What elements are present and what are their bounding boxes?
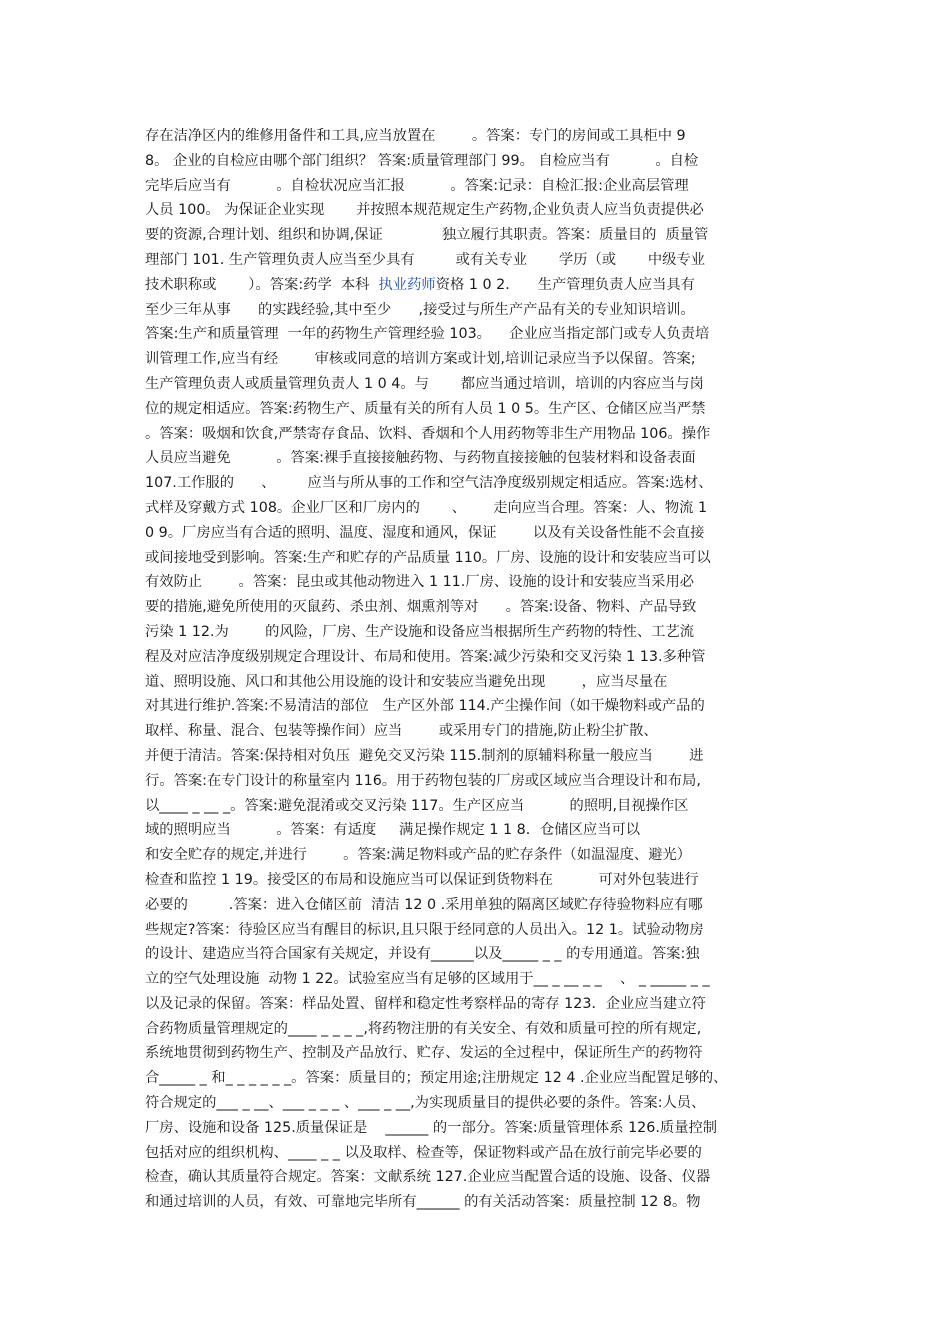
text-line-3: 完毕后应当有 。自检状况应当汇报 。答案:记录：自检汇报:企业高层管理 <box>145 177 689 194</box>
text-line-7-head: 技术职称或 ）。答案:药学 本科 <box>145 276 379 293</box>
text-line-36: 以及记录的保留。答案：样品处置、留样和稳定性考察样品的寄存 123．企业应当建立符 <box>145 995 706 1012</box>
text-line-11: 生产管理负责人或质量管理负责人 1 0 4。与 都应当通过培训，培训的内容应当与岗 <box>145 375 704 392</box>
text-line-28: 以____ _ __ _。答案:避免混淆或交叉污染 117。生产区应当 的照明,目视操作区 <box>145 797 689 814</box>
text-line-35: 立的空气处理设施 动物 1 22。试验室应当有足够的区域用于__ _ __ _ _ 、 _ _____ _ _ <box>145 971 710 988</box>
text-line-9: 答案:生产和质量管理 一年的药物生产管理经验 103。 企业应当指定部门或专人负责培 <box>145 326 710 343</box>
text-line-39: 合_____ _ 和_ _ _ _ _ _。答案：质量目的；预定用途;注册规定 12 4 .企业应当配置足够的、 <box>145 1070 728 1087</box>
text-line-16: 式样及穿戴方式 108。企业厂区和厂房内的 、 走向应当合理。答案：人、物流 1 <box>145 499 708 516</box>
text-line-31: 检查和监控 1 19。接受区的布局和设施应当可以保证到货物料在 可对外包装进行 <box>145 871 699 888</box>
text-line-4: 人员 100。 为保证企业实现 并按照本规范规定生产药物,企业负责人应当负责提供必 <box>145 202 704 219</box>
text-line-23: 道、照明设施、风口和其他公用设施的设计和安装应当避免出现 ，应当尽量在 <box>145 673 668 690</box>
text-line-2: 8。 企业的自检应由哪个部门组织？ 答案:质量管理部门 99。 自检应当有 。自检 <box>145 152 699 169</box>
text-line-13: 。答案：吸烟和饮食,严禁寄存食品、饮料、香烟和个人用药物等非生产用物品 106。操作 <box>145 425 711 442</box>
text-line-29: 域的照明应当 。答案：有适度 满足操作规定 1 1 8．仓储区应当可以 <box>145 822 641 839</box>
text-line-22: 程及对应洁净度级别规定合理设计、布局和使用。答案:减少污染和交叉污染 1 13.多种管 <box>145 648 706 665</box>
text-line-21: 污染 1 12.为 的风险，厂房、生产设施和设备应当根据所生产药物的特性、工艺流 <box>145 623 695 640</box>
text-line-14: 人员应当避免 。答案:裸手直接接触药物、与药物直接接触的包装材料和设备表面 <box>145 450 696 467</box>
text-line-12: 位的规定相适应。答案:药物生产、质量有关的所有人员 1 0 5。生产区、仓储区应当严禁 <box>145 400 706 417</box>
text-line-44: 和通过培训的人员，有效、可靠地完毕所有______ 的有关活动答案：质量控制 12 8。物 <box>145 1194 701 1211</box>
text-line-27: 行。答案:在专门设计的称量室内 116。用于药物包装的厂房或区域应当合理设计和布局, <box>145 772 701 789</box>
text-line-17: 0 9。厂房应当有合适的照明、温度、湿度和通风，保证 以及有关设备性能不会直接 <box>145 524 705 541</box>
text-line-24: 对其进行维护.答案:不易清洁的部位 生产区外部 114.产尘操作间（如干燥物料或产品的 <box>145 698 705 715</box>
text-line-6: 理部门 101. 生产管理负责人应当至少具有 或有关专业 学历（或 中级专业 <box>145 251 706 268</box>
text-line-1: 存在洁净区内的维修用备件和工具,应当放置在 。答案：专门的房间或工具柜中 9 <box>145 128 686 144</box>
text-line-7-tail: 资格 1 0 2． 生产管理负责人应当具有 <box>435 276 695 293</box>
text-line-43: 检查，确认其质量符合规定。答案：文献系统 127.企业应当配置合适的设施、设备、仪器 <box>145 1169 711 1186</box>
text-line-20: 要的措施,避免所使用的灭鼠药、杀虫剂、烟熏剂等对 。答案:设备、物料、产品导致 <box>145 599 697 616</box>
text-line-26: 并便于清洁。答案:保持相对负压 避免交叉污染 115.制剂的原辅料称量一般应当 进 <box>145 747 704 764</box>
text-line-42: 包括对应的组织机构、____ _ _ 以及取样、检查等，保证物料或产品在放行前完毕必要的 <box>145 1144 702 1161</box>
text-line-32: 必要的 .答案：进入仓储区前 清洁 12 0 .采用单独的隔离区域贮存待验物料应有哪 <box>145 896 703 913</box>
text-line-7 <box>145 273 810 298</box>
text-line-19: 有效防止 。答案：昆虫或其他动物进入 1 11.厂房、设施的设计和安装应当采用必 <box>145 574 695 591</box>
text-line-10: 训管理工作,应当有经 审核或同意的培训方案或计划,培训记录应当予以保留。答案; <box>145 351 696 368</box>
text-line-40: 符合规定的___ _ __、___ _ _ _ 、___ _ __,为实现质量目的提供必要的条件。答案:人员、 <box>145 1095 706 1112</box>
text-line-33: 些规定?答案：待验区应当有醒目的标识,且只限于经同意的人员出入。12 1。试验动物房 <box>145 921 704 938</box>
text-line-30: 和安全贮存的规定,并进行 。答案:满足物料或产品的贮存条件（如温湿度、避光） <box>145 847 692 864</box>
text-line-34: 的设计、建造应当符合国家有关规定，并设有______以及_____ _ _ 的专用通道。答案:独 <box>145 946 700 963</box>
text-line-37: 合药物质量管理规定的____ _ _ _ _,将药物注册的有关安全、有效和质量可控的所有规定, <box>145 1020 702 1037</box>
text-line-15: 107.工作服的 、 应当与所从事的工作和空气洁净度级别规定相适应。答案:选材、 <box>145 475 713 492</box>
document-body <box>145 124 810 1215</box>
text-line-5: 要的资源,合理计划、组织和协调,保证 独立履行其职责。答案：质量目的 质量管 <box>145 227 709 244</box>
text-line-25: 取样、称量、混合、包装等操作间）应当 或采用专门的措施,防止粉尘扩散、 <box>145 723 658 740</box>
text-line-18: 或间接地受到影响。答案:生产和贮存的产品质量 110。厂房、设施的设计和安装应当可以 <box>145 549 711 566</box>
text-line-38: 系统地贯彻到药物生产、控制及产品放行、贮存、发运的全过程中，保证所生产的药物符 <box>145 1045 703 1062</box>
text-line-8: 至少三年从事 的实践经验,其中至少 ,接受过与所生产产品有关的专业知识培训。 <box>145 301 695 318</box>
pharmacist-link[interactable]: 执业药师 <box>378 276 436 293</box>
text-line-41: 厂房、设施和设备 125.质量保证是 ______ 的一部分。答案:质量管理体系 126.质量控制 <box>145 1119 718 1136</box>
